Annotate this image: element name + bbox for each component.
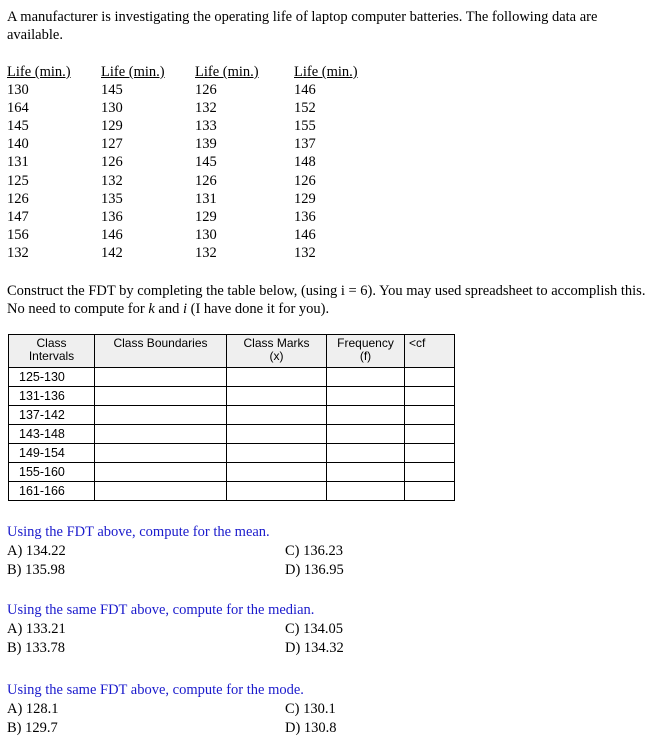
header-class-marks — [227, 335, 327, 368]
data-value: 140 — [7, 136, 29, 153]
data-value: 136 — [101, 208, 123, 225]
question-stem: Using the FDT above, compute for the mean. — [7, 524, 270, 540]
class-boundaries-cell[interactable] — [95, 387, 227, 406]
column-header: Life (min.) — [294, 64, 358, 80]
data-value: 132 — [195, 100, 217, 117]
data-value: 132 — [7, 244, 29, 261]
less-than-cf-cell[interactable] — [405, 482, 455, 501]
data-column-1 — [7, 63, 71, 262]
table-row — [9, 425, 455, 444]
frequency-cell[interactable] — [327, 463, 405, 482]
header-line: <cf — [409, 336, 426, 350]
header-line: Frequency — [337, 336, 394, 350]
class-interval-cell: 143-148 — [9, 425, 95, 444]
option-b[interactable]: B) 133.78 — [7, 640, 65, 656]
header-line: Class Boundaries — [113, 336, 208, 350]
class-interval-cell: 137-142 — [9, 406, 95, 425]
table-row — [9, 482, 455, 501]
option-c[interactable]: C) 130.1 — [285, 701, 336, 717]
frequency-cell[interactable] — [327, 387, 405, 406]
frequency-cell[interactable] — [327, 368, 405, 387]
class-marks-cell[interactable] — [227, 482, 327, 501]
class-interval-cell: 161-166 — [9, 482, 95, 501]
header-line: Class — [36, 336, 67, 350]
instruction-text: and — [154, 301, 183, 317]
data-value: 132 — [195, 244, 217, 261]
option-a[interactable]: A) 128.1 — [7, 701, 59, 717]
class-marks-cell[interactable] — [227, 444, 327, 463]
frequency-cell[interactable] — [327, 406, 405, 425]
data-value: 145 — [195, 154, 217, 171]
frequency-cell[interactable] — [327, 482, 405, 501]
option-a[interactable]: A) 134.22 — [7, 543, 66, 559]
header-line: Class Marks — [243, 336, 310, 350]
option-b[interactable]: B) 135.98 — [7, 562, 65, 578]
instruction-i: i — [182, 301, 187, 317]
data-value: 145 — [7, 118, 29, 135]
class-boundaries-cell[interactable] — [95, 406, 227, 425]
data-value: 152 — [294, 100, 316, 117]
data-value: 146 — [101, 226, 123, 243]
option-d[interactable]: D) 136.95 — [285, 562, 344, 578]
header-class-boundaries — [95, 335, 227, 368]
data-value: 139 — [195, 136, 217, 153]
less-than-cf-cell[interactable] — [405, 463, 455, 482]
table-header-row — [9, 335, 455, 368]
header-line: (x) — [269, 349, 284, 363]
data-value: 132 — [294, 244, 316, 261]
data-value: 130 — [101, 100, 123, 117]
table-row — [9, 444, 455, 463]
column-header: Life (min.) — [101, 64, 165, 80]
option-c[interactable]: C) 136.23 — [285, 543, 343, 559]
less-than-cf-cell[interactable] — [405, 444, 455, 463]
class-boundaries-cell[interactable] — [95, 368, 227, 387]
data-value: 130 — [7, 82, 29, 99]
class-boundaries-cell[interactable] — [95, 482, 227, 501]
table-row — [9, 406, 455, 425]
data-value: 129 — [294, 190, 316, 207]
question-mean — [7, 523, 652, 583]
data-value: 145 — [101, 82, 123, 99]
class-marks-cell[interactable] — [227, 368, 327, 387]
data-value: 136 — [294, 208, 316, 225]
header-line: (f) — [359, 349, 372, 363]
data-value: 125 — [7, 172, 29, 189]
data-value: 131 — [7, 154, 29, 171]
class-marks-cell[interactable] — [227, 387, 327, 406]
data-value: 164 — [7, 100, 29, 117]
option-d[interactable]: D) 134.32 — [285, 640, 344, 656]
data-value: 135 — [101, 190, 123, 207]
data-value: 133 — [195, 118, 217, 135]
table-row — [9, 387, 455, 406]
data-value: 126 — [101, 154, 123, 171]
class-boundaries-cell[interactable] — [95, 463, 227, 482]
question-stem: Using the same FDT above, compute for the median. — [7, 602, 315, 618]
question-median — [7, 601, 652, 661]
data-value: 129 — [101, 118, 123, 135]
data-value: 148 — [294, 154, 316, 171]
data-value: 142 — [101, 244, 123, 261]
option-d[interactable]: D) 130.8 — [285, 720, 337, 736]
table-row — [9, 368, 455, 387]
class-interval-cell: 155-160 — [9, 463, 95, 482]
less-than-cf-cell[interactable] — [405, 425, 455, 444]
class-marks-cell[interactable] — [227, 406, 327, 425]
instruction-text: Construct the FDT by completing the table below, (using i = 6). You may used spreadsheet to accomplish this. No need to compute for — [7, 283, 646, 317]
data-value: 147 — [7, 208, 29, 225]
question-mode — [7, 681, 652, 741]
data-value: 126 — [195, 172, 217, 189]
table-row — [9, 463, 455, 482]
header-less-than-cf — [405, 335, 455, 368]
data-value: 127 — [101, 136, 123, 153]
frequency-cell[interactable] — [327, 444, 405, 463]
class-interval-cell: 131-136 — [9, 387, 95, 406]
data-value: 146 — [294, 226, 316, 243]
frequency-cell[interactable] — [327, 425, 405, 444]
data-value: 126 — [195, 82, 217, 99]
data-value: 137 — [294, 136, 316, 153]
class-interval-cell: 125-130 — [9, 368, 95, 387]
option-b[interactable]: B) 129.7 — [7, 720, 58, 736]
data-value: 126 — [294, 172, 316, 189]
class-interval-cell: 149-154 — [9, 444, 95, 463]
data-value: 131 — [195, 190, 217, 207]
class-marks-cell[interactable] — [227, 425, 327, 444]
class-marks-cell[interactable] — [227, 463, 327, 482]
option-c[interactable]: C) 134.05 — [285, 621, 343, 637]
less-than-cf-cell[interactable] — [405, 387, 455, 406]
data-value: 130 — [195, 226, 217, 243]
fdt-table — [8, 334, 455, 501]
header-line: Intervals — [28, 349, 75, 363]
data-value: 156 — [7, 226, 29, 243]
intro-paragraph: A manufacturer is investigating the operating life of laptop computer batteries. The following data are available. — [7, 9, 598, 43]
option-a[interactable]: A) 133.21 — [7, 621, 66, 637]
question-stem: Using the same FDT above, compute for the mode. — [7, 682, 304, 698]
data-value: 129 — [195, 208, 217, 225]
data-value: 155 — [294, 118, 316, 135]
class-boundaries-cell[interactable] — [95, 425, 227, 444]
data-value: 146 — [294, 82, 316, 99]
data-column-3 — [195, 63, 259, 262]
data-column-4 — [294, 63, 358, 262]
instruction-paragraph — [7, 282, 652, 318]
data-value: 132 — [101, 172, 123, 189]
header-frequency — [327, 335, 405, 368]
column-header: Life (min.) — [7, 64, 71, 80]
less-than-cf-cell[interactable] — [405, 406, 455, 425]
data-value: 126 — [7, 190, 29, 207]
instruction-k: k — [148, 301, 155, 317]
less-than-cf-cell[interactable] — [405, 368, 455, 387]
column-header: Life (min.) — [195, 64, 259, 80]
instruction-text: (I have done it for you). — [187, 301, 330, 317]
header-class-intervals — [9, 335, 95, 368]
class-boundaries-cell[interactable] — [95, 444, 227, 463]
data-column-2 — [101, 63, 165, 262]
